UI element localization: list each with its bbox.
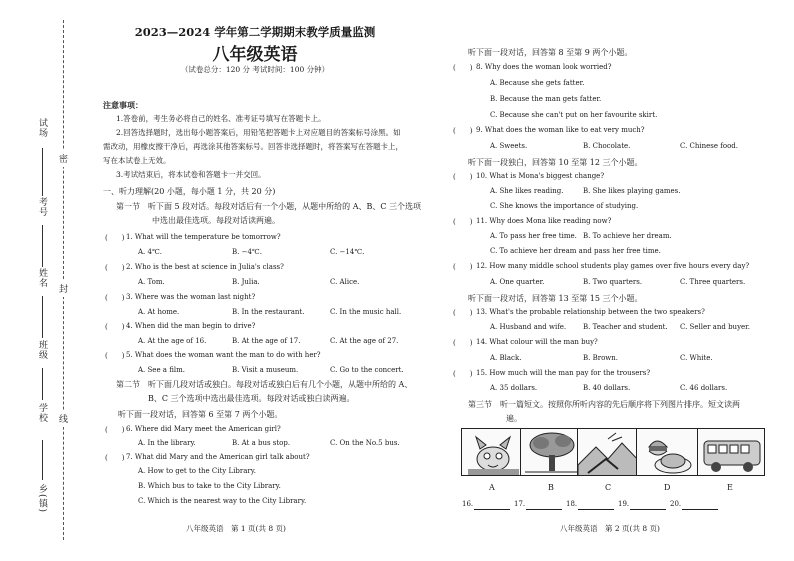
option-b: B. Teacher and student.: [583, 323, 668, 331]
school-label: 学校: [37, 403, 47, 423]
blank-19-label: 19.: [618, 500, 630, 508]
blank-16-label: 16.: [462, 500, 474, 508]
seal-mark-2: 封: [59, 280, 68, 297]
blank-20-label: 20.: [670, 500, 682, 508]
section1-instructions-cont: 中选出最佳选项。每段对话读两遍。: [152, 216, 280, 225]
option-c: C. Alice.: [330, 278, 360, 286]
option-b: B. −4℃.: [232, 248, 262, 256]
question-stem: 1. What will the temperature be tomorrow?: [126, 233, 281, 241]
answer-paren[interactable]: ( ): [105, 426, 125, 434]
answer-paren[interactable]: ( ): [453, 64, 473, 72]
picture-c-landscape: [577, 428, 640, 476]
option-a: A. Sweets.: [490, 142, 528, 150]
option-b: B. Chocolate.: [583, 142, 631, 150]
question-stem: 8. Why does the woman look worried?: [476, 63, 612, 71]
question-stem: 6. Where did Mary meet the American girl?: [126, 425, 281, 433]
option-c: C. Which is the nearest way to the City Library.: [138, 497, 307, 505]
option-a: A. At home.: [138, 308, 180, 316]
question-stem: 3. Where was the woman last night?: [126, 293, 256, 301]
answer-paren[interactable]: ( ): [105, 264, 125, 272]
bus-icon: [698, 429, 765, 476]
option-b: B. Visit a museum.: [232, 366, 299, 374]
exam-scoring: （试卷总分：120 分 考试时间：100 分钟）: [180, 65, 330, 74]
option-a: A. 35 dollars.: [490, 384, 538, 392]
question-stem: 11. Why does Mona like reading now?: [476, 217, 612, 225]
option-b: B. She likes playing games.: [583, 187, 681, 195]
option-b: B. Which bus to take to the City Library.: [138, 482, 281, 490]
section3-instructions: 第三节 听一篇短文。按照你所听内容的先后顺序将下列图片排序。短文读两: [468, 400, 740, 409]
notes-heading: 注意事项：: [103, 100, 143, 110]
exam-subject: 八年级英语: [212, 45, 298, 65]
option-c: C. At the age of 27.: [330, 337, 399, 345]
picture-a-cartoon-animal: [461, 428, 524, 476]
blank-16-line[interactable]: [474, 509, 510, 510]
option-b: B. Because the man gets fatter.: [490, 95, 602, 103]
option-b: B. At a bus stop.: [232, 439, 291, 447]
option-c: C. Because she can't put on her favourite skirt.: [490, 111, 658, 119]
question-stem: 13. What's the probable relationship between the two speakers?: [476, 308, 705, 316]
school-field[interactable]: [42, 440, 43, 480]
answer-paren[interactable]: ( ): [453, 218, 473, 226]
blank-17-label: 17.: [514, 500, 526, 508]
option-c: C. White.: [680, 354, 713, 362]
option-c: C. On the No.5 bus.: [330, 439, 400, 447]
seat-field[interactable]: [42, 148, 43, 196]
answer-paren[interactable]: ( ): [105, 323, 125, 331]
option-b: B. Julia.: [232, 278, 260, 286]
question-stem: 12. How many middle school students play games over five hours every day?: [476, 262, 750, 270]
dialog-13-15-intro: 听下面一段对话，回答第 13 至第 15 三个小题。: [468, 294, 643, 303]
blank-18-line[interactable]: [578, 509, 614, 510]
answer-paren[interactable]: ( ): [453, 127, 473, 135]
picture-label-c: C: [605, 483, 612, 492]
note-line-2: 2.回答选择题时，选出每小题答案后，用铅笔把答题卡上对应题目的答案标号涂黑。如: [116, 128, 401, 137]
question-stem: 15. How much will the man pay for the trousers?: [476, 369, 651, 377]
section3-instructions-cont: 遍。: [506, 414, 522, 423]
option-a: A. Because she gets fatter.: [490, 79, 585, 87]
class-label: 班级: [37, 340, 47, 360]
dialog-6-7-intro: 听下面一段对话，回答第 6 至第 7 两个小题。: [118, 410, 283, 419]
option-c: C. Go to the concert.: [330, 366, 404, 374]
answer-paren[interactable]: ( ): [453, 173, 473, 181]
food-icon: [637, 429, 699, 476]
option-a: A. How to get to the City Library.: [138, 467, 256, 475]
option-c: C. In the music hall.: [330, 308, 402, 316]
landscape-icon: [578, 429, 640, 476]
exam-no-field[interactable]: [42, 225, 43, 267]
footer-page-1: 八年级英语 第 1 页(共 8 页): [186, 524, 286, 533]
option-c: C. 46 dollars.: [680, 384, 728, 392]
exam-no-label: 考号: [37, 197, 47, 217]
question-stem: 7. What did Mary and the American girl talk about?: [126, 453, 310, 461]
question-stem: 10. What is Mona's biggest change?: [476, 172, 605, 180]
picture-d-food: [636, 428, 699, 476]
note-line-4: 写在本试卷上无效。: [103, 156, 171, 165]
cartoon-cat-icon: [462, 429, 524, 476]
option-c: C. Seller and buyer.: [680, 323, 750, 331]
question-stem: 14. What colour will the man buy?: [476, 338, 598, 346]
section2-instructions-cont: B、C 三个选项中选出最佳选项。每段对话或独白读两遍。: [148, 394, 355, 403]
option-a: A. To pass her free time.: [490, 232, 577, 240]
section2-instructions: 第二节 听下面几段对话或独白。每段对话或独白后有几个小题，从题中所给的 A、: [116, 380, 413, 389]
monologue-10-12-intro: 听下面一段独白，回答第 10 至第 12 三个小题。: [468, 158, 643, 167]
option-c: C. −14℃.: [330, 248, 365, 256]
option-a: A. One quarter.: [490, 278, 545, 286]
picture-b-tree: [520, 428, 583, 476]
picture-label-e: E: [727, 483, 733, 492]
picture-label-a: A: [489, 483, 495, 492]
question-stem: 5. What does the woman want the man to do with her?: [126, 351, 321, 359]
option-a: A. Tom.: [138, 278, 165, 286]
answer-paren[interactable]: ( ): [105, 454, 125, 462]
note-line-1: 1.答卷前，考生务必将自己的姓名、准考证号填写在答题卡上。: [116, 114, 326, 123]
option-b: B. To achieve her dream.: [583, 232, 672, 240]
picture-label-d: D: [664, 483, 671, 492]
answer-paren[interactable]: ( ): [105, 234, 125, 242]
seal-mark-1: 密: [59, 150, 68, 167]
answer-paren[interactable]: ( ): [105, 294, 125, 302]
town-label: 乡(镇): [37, 484, 47, 514]
blank-18-label: 18.: [566, 500, 578, 508]
picture-label-b: B: [548, 483, 554, 492]
option-c: C. Chinese food.: [680, 142, 738, 150]
class-field[interactable]: [42, 368, 43, 400]
answer-paren[interactable]: ( ): [453, 370, 473, 378]
footer-page-2: 八年级英语 第 2 页(共 8 页): [560, 524, 660, 533]
blank-19-line[interactable]: [630, 509, 666, 510]
option-a: A. She likes reading.: [490, 187, 564, 195]
exam-title: 2023—2024 学年第二学期期末教学质量监测: [134, 25, 376, 39]
section1-instructions: 第一节 听下面 5 段对话。每段对话后有一个小题，从题中所给的 A、B、C 三个选项: [116, 202, 422, 211]
option-a: A. See a film.: [138, 366, 185, 374]
note-line-5: 3.考试结束后，将本试卷和答题卡一并交回。: [116, 170, 266, 179]
option-a: A. Black.: [490, 354, 522, 362]
option-b: B. In the restaurant.: [232, 308, 305, 316]
name-field[interactable]: [42, 296, 43, 338]
option-c: C. Three quarters.: [680, 278, 746, 286]
picture-e-bus: [697, 428, 765, 476]
option-a: A. At the age of 16.: [138, 337, 207, 345]
seal-mark-3: 线: [59, 410, 68, 427]
answer-paren[interactable]: ( ): [453, 309, 473, 317]
option-b: B. Brown.: [583, 354, 619, 362]
question-stem: 2. Who is the best at science in Julia's class?: [126, 263, 284, 271]
option-b: B. 40 dollars.: [583, 384, 631, 392]
option-c: C. She knows the importance of studying.: [490, 202, 639, 210]
option-a: A. In the library.: [138, 439, 196, 447]
note-line-3: 需改动，用橡皮擦干净后，再选涂其他答案标号。回答非选择题时，将答案写在答题卡上，: [103, 142, 403, 151]
option-b: B. Two quarters.: [583, 278, 643, 286]
answer-paren[interactable]: ( ): [453, 339, 473, 347]
answer-paren[interactable]: ( ): [453, 263, 473, 271]
option-a: A. 4℃.: [138, 248, 163, 256]
name-label: 姓名: [37, 268, 47, 288]
blank-17-line[interactable]: [526, 509, 562, 510]
part1-heading: 一、听力理解(20 小题，每小题 1 分，共 20 分): [103, 187, 276, 196]
option-b: B. At the age of 17.: [232, 337, 301, 345]
option-c: C. To achieve her dream and pass her free time.: [490, 247, 661, 255]
seat-label: 试场: [37, 118, 47, 138]
dialog-8-9-intro: 听下面一段对话，回答第 8 至第 9 两个小题。: [468, 48, 633, 57]
question-stem: 4. When did the man begin to drive?: [126, 322, 256, 330]
answer-paren[interactable]: ( ): [105, 352, 125, 360]
blank-20-line[interactable]: [682, 509, 718, 510]
option-a: A. Husband and wife.: [490, 323, 567, 331]
tree-icon: [521, 429, 583, 476]
question-stem: 9. What does the woman like to eat very much?: [476, 126, 645, 134]
